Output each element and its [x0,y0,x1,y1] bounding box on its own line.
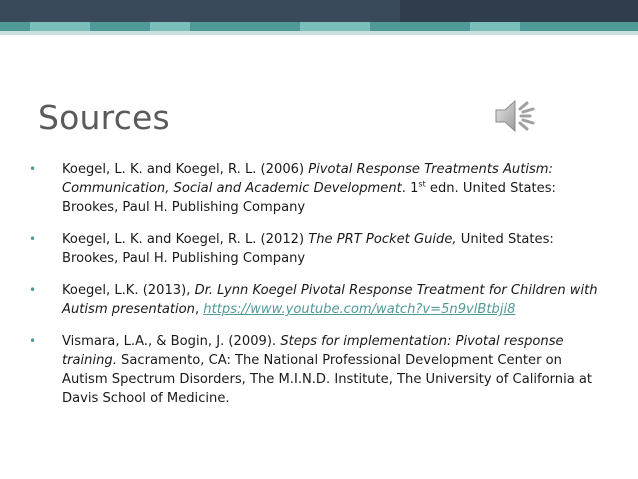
teal-segment [300,22,370,31]
teal-segment [470,22,520,31]
bullet-icon: • [29,283,37,297]
reference-item: • Vismara, L.A., & Bogin, J. (2009). Steps for implementation: Pivotal response training. Sacramento, CA: The National Professional Development Center on Autism Spectrum Disorders, The M.I.N.D. Institute, The University of California at Davis School of Medicine. [29,334,593,406]
reference-item: • Koegel, L. K. and Koegel, R. L. (2012) The PRT Pocket Guide, United States: Brookes, Paul H. Publishing Company [29,232,554,266]
teal-segment [150,22,190,31]
header-rule [0,31,638,35]
header-band [0,0,638,22]
bullet-icon: • [29,162,37,176]
bullet-icon: • [29,334,37,348]
reference-item: • Koegel, L. K. and Koegel, R. L. (2006) Pivotal Response Treatments Autism: Communication, Social and Academic Development. 1st edn. United States: Brookes, Paul H. Publishing Company [29,162,556,215]
slide-title: Sources [38,98,170,137]
speaker-icon[interactable] [493,96,539,136]
youtube-link[interactable]: https://www.youtube.com/watch?v=5n9vlBtbji8 [203,302,516,317]
header-accent [400,0,638,22]
header-teal-band [0,22,638,31]
reference-list [28,160,603,421]
reference-item: • Koegel, L.K. (2013), Dr. Lynn Koegel Pivotal Response Treatment for Children with Autism presentation, https://www.youtube.com/watch?v=5n9vlBtbji8 [29,283,598,317]
bullet-icon: • [29,232,37,246]
teal-segment [30,22,90,31]
